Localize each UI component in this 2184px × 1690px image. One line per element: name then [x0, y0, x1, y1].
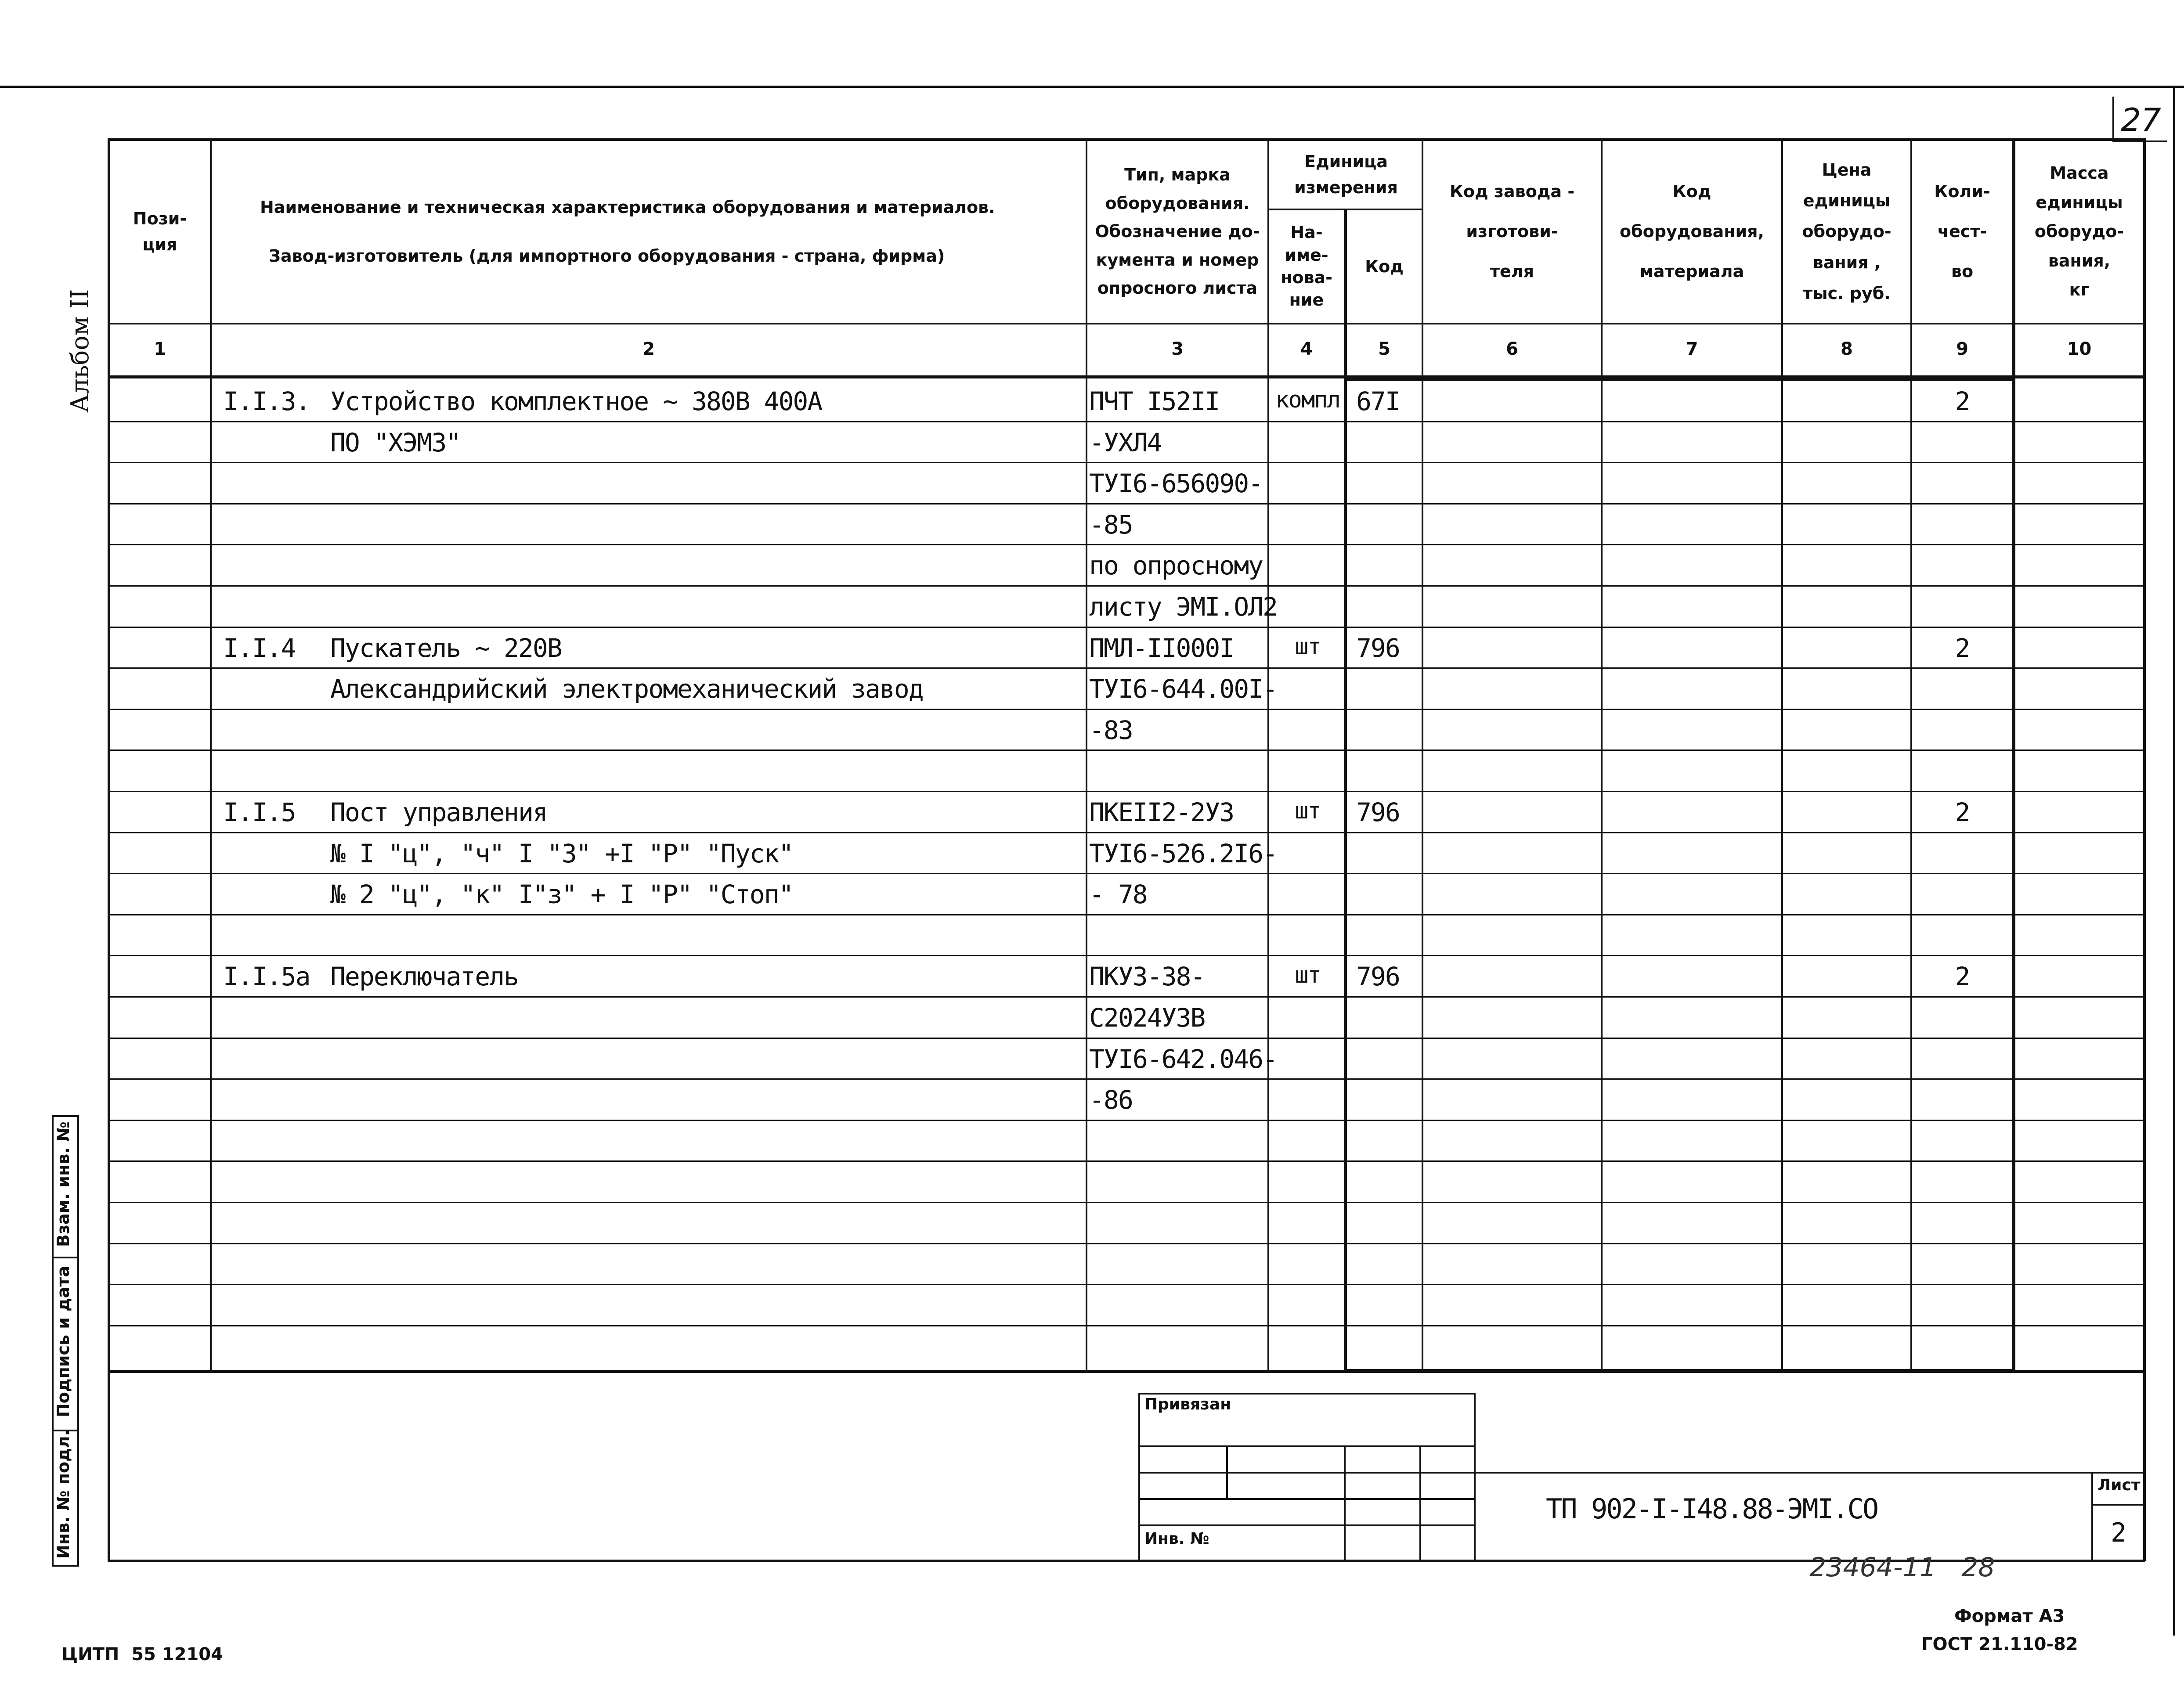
row-divider: [110, 709, 2144, 710]
cell-name: № 2 "ц", "к" I"з" + I "Р" "Стоп": [330, 879, 793, 909]
cell-code: 796: [1356, 962, 1400, 991]
cell-type: -85: [1089, 510, 1133, 540]
privyazan-label: Привязан: [1144, 1395, 1231, 1413]
cell-pos: I.I.3.: [223, 386, 310, 416]
row-divider: [110, 873, 2144, 874]
colnum-9: 9: [1956, 339, 1968, 359]
header-quantity: Коли- чест- во: [1934, 181, 1990, 281]
cell-type: ПЧТ I52II: [1089, 386, 1220, 416]
colnum-6: 6: [1506, 339, 1518, 359]
citp-label: ЦИТП 55 12104: [61, 1644, 223, 1665]
cell-pos: I.I.4: [223, 633, 296, 663]
colnum-5: 5: [1378, 339, 1390, 359]
doc-code-top-line: [1472, 1472, 2145, 1474]
col9-line: [2012, 138, 2015, 1372]
list-label: Лист: [2097, 1476, 2141, 1494]
privyazan-line4: [1138, 1524, 1474, 1526]
cell-type: С2024У3В: [1089, 1003, 1205, 1033]
cell-code: 67I: [1356, 386, 1400, 416]
list-number: 2: [2110, 1517, 2127, 1548]
cell-name: Переключатель: [330, 962, 518, 991]
handwritten-number: 23464-11 28: [1809, 1552, 1995, 1583]
cell-type: ПМЛ-II000I: [1089, 633, 1234, 663]
row-divider: [110, 914, 2144, 915]
row-divider: [110, 750, 2144, 751]
cell-type: ПКЕII2-2У3: [1089, 797, 1234, 827]
cell-type: листу ЭМI.ОЛ2: [1089, 592, 1277, 622]
cell-qty: 2: [1955, 962, 1970, 991]
header-type: Тип, марка оборудования. Обозначение до- кумента и номер опросного листа: [1095, 165, 1260, 298]
cell-name: Устройство комплектное ~ 380В 400А: [330, 386, 822, 416]
cell-type: ТУI6-656090-: [1089, 468, 1263, 498]
cell-name: Пускатель ~ 220В: [330, 633, 562, 663]
body-frame-top: [1344, 378, 2015, 381]
side-label-vzam: Взам. инв. №: [54, 1121, 73, 1247]
cell-type: по опросному: [1089, 551, 1263, 580]
header-mass: Масса единицы оборудо- вания, кг: [2034, 163, 2124, 300]
row-divider: [110, 955, 2144, 956]
cell-type: ТУI6-644.00I-: [1089, 674, 1277, 704]
cell-type: -86: [1089, 1085, 1133, 1115]
cell-type: -83: [1089, 715, 1133, 745]
body-frame-bottom: [1344, 1369, 2015, 1373]
row-divider: [110, 667, 2144, 669]
cell-pos: I.I.5: [223, 797, 296, 827]
cell-unit: компл: [1275, 387, 1340, 413]
row-divider: [110, 1120, 2144, 1121]
row-divider: [110, 1325, 2144, 1326]
gost-label: ГОСТ 21.110-82: [1921, 1634, 2078, 1654]
header-factory-code: Код завода - изготови- теля: [1449, 181, 1575, 281]
col4-line: [1344, 209, 1347, 1372]
colnum-1: 1: [154, 339, 166, 359]
row-divider: [110, 544, 2144, 545]
header-unit-name: На- име- нова- ние: [1281, 223, 1332, 310]
cell-type: - 78: [1089, 879, 1147, 909]
privyazan-line2: [1138, 1472, 1474, 1474]
row-divider: [110, 1160, 2144, 1162]
colnum-4: 4: [1300, 339, 1313, 359]
cell-name: № I "ц", "ч" I "З" +I "Р" "Пуск": [330, 839, 793, 868]
side-label-podpis: Подпись и дата: [54, 1265, 73, 1417]
row-divider: [110, 996, 2144, 998]
cell-unit: шт: [1295, 962, 1321, 988]
cell-unit: шт: [1295, 798, 1321, 824]
cell-name: Александрийский электромеханический завод: [330, 674, 923, 704]
row-divider: [110, 1243, 2144, 1244]
header-equipment-code: Код оборудования, материала: [1620, 181, 1764, 281]
row-divider: [110, 1284, 2144, 1285]
privyazan-v2: [1344, 1445, 1346, 1560]
list-box-mid: [2091, 1504, 2145, 1506]
sheet-top-border: [0, 86, 2184, 88]
cell-qty: 2: [1955, 797, 1970, 827]
cell-name: ПО "ХЭМЗ": [330, 428, 461, 458]
side-stamp-div1: [52, 1257, 77, 1258]
colnum-8: 8: [1841, 339, 1853, 359]
row-divider: [110, 503, 2144, 504]
sheet-right-border: [2173, 86, 2175, 1636]
header-price: Цена единицы оборудо- вания , тыс. руб.: [1802, 160, 1892, 303]
row-divider: [110, 791, 2144, 792]
row-divider: [110, 1078, 2144, 1080]
side-label-inv-podl: Инв. № подл.: [54, 1429, 73, 1559]
privyazan-v3: [1419, 1445, 1421, 1560]
row-divider: [110, 1038, 2144, 1039]
cell-unit: шт: [1295, 634, 1321, 660]
row-divider: [110, 832, 2144, 833]
row-divider: [110, 462, 2144, 463]
document-code: ТП 902-I-I48.88-ЭМI.СО: [1546, 1493, 1878, 1525]
row-divider: [110, 421, 2144, 422]
privyazan-line1: [1138, 1445, 1474, 1447]
cell-name: Пост управления: [330, 797, 547, 827]
colnum-3: 3: [1171, 339, 1184, 359]
cell-qty: 2: [1955, 386, 1970, 416]
cell-code: 796: [1356, 797, 1400, 827]
cell-pos: I.I.5а: [223, 962, 310, 991]
inv-no-label: Инв. №: [1144, 1530, 1209, 1548]
cell-code: 796: [1356, 633, 1400, 663]
privyazan-line3: [1138, 1498, 1474, 1500]
row-divider: [110, 585, 2144, 587]
colnum-10: 10: [2067, 339, 2092, 359]
cell-qty: 2: [1955, 633, 1970, 663]
album-label: Альбом II: [66, 289, 94, 413]
privyazan-v1: [1226, 1445, 1228, 1498]
cell-type: ТУI6-526.2I6-: [1089, 839, 1277, 868]
header-position: Пози- ция: [133, 209, 187, 254]
header-name: Наименование и техническая характеристика оборудования и материалов. Завод-изготовитель (для импортного оборудования - страна, фирма): [260, 198, 995, 266]
table-right-line: [2143, 138, 2146, 1561]
row-divider: [110, 627, 2144, 628]
header-unit-group: Единица измерения: [1294, 151, 1398, 197]
colnum-7: 7: [1686, 339, 1698, 359]
cell-type: -УХЛ4: [1089, 428, 1162, 458]
colnum-2: 2: [643, 339, 655, 359]
cell-type: ТУI6-642.046-: [1089, 1044, 1277, 1074]
cell-type: ПКУ3-38-: [1089, 962, 1205, 991]
header-unit-code: Код: [1365, 256, 1404, 276]
corner-sheet-number: 27: [2121, 101, 2161, 138]
row-divider: [110, 1202, 2144, 1203]
format-label: Формат А3: [1954, 1606, 2065, 1626]
